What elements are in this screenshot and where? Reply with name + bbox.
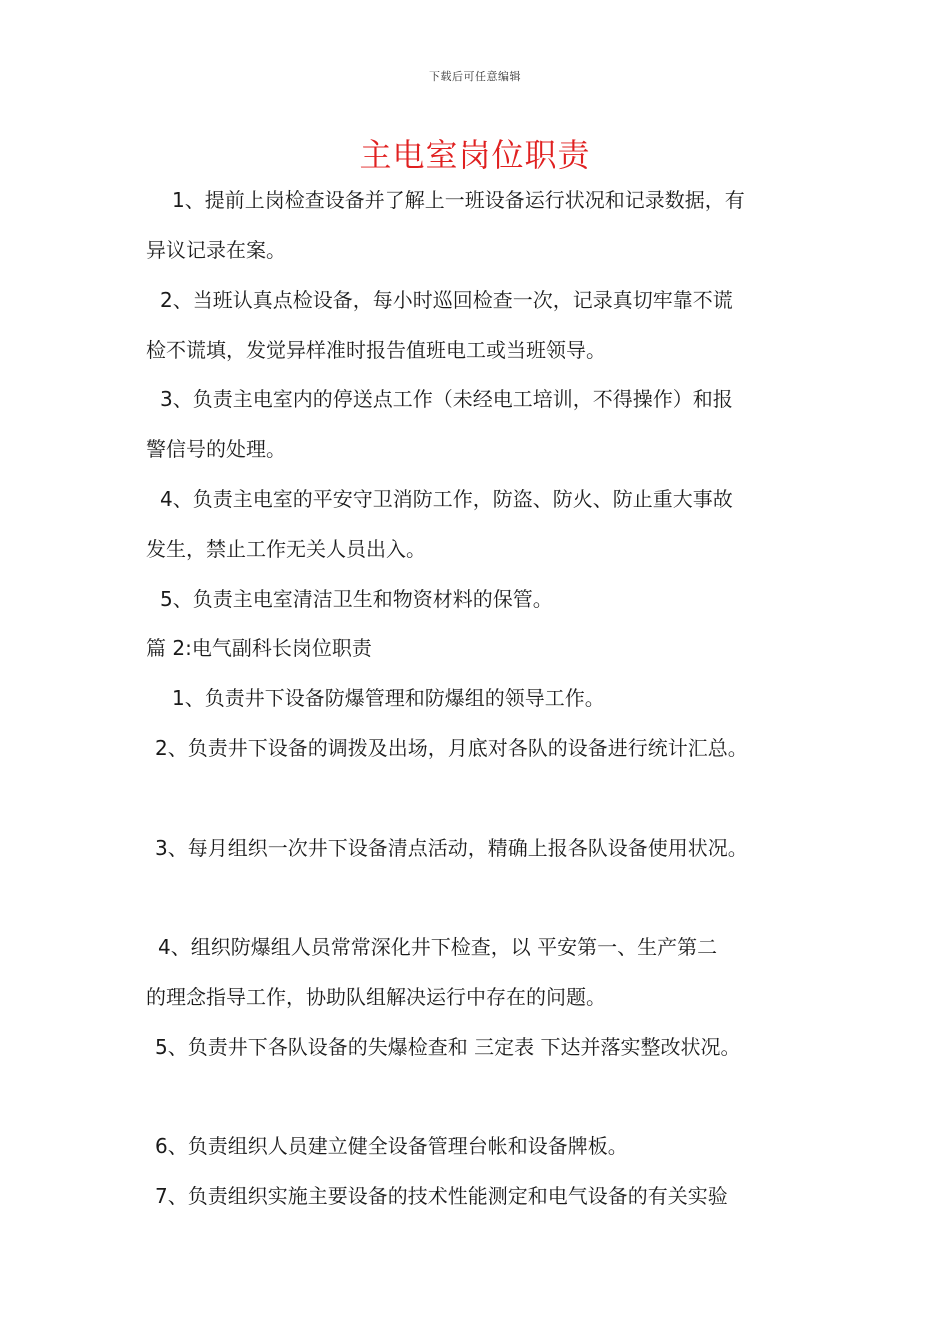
body-line: 发生，禁止工作无关人员出入。 — [146, 537, 426, 561]
body-line: 的理念指导工作，协助队组解决运行中存在的问题。 — [146, 985, 606, 1009]
body-line: 检不谎填，发觉异样准时报告值班电工或当班领导。 — [146, 338, 606, 362]
body-line: 4、组织防爆组人员常常深化井下检查，以 平安第一、生产第二 — [158, 935, 718, 959]
body-line: 2、当班认真点检设备，每小时巡回检查一次，记录真切牢靠不谎 — [160, 288, 733, 312]
body-line: 1、提前上岗检查设备并了解上一班设备运行状况和记录数据，有 — [172, 188, 745, 212]
body-line: 2、负责井下设备的调拨及出场，月底对各队的设备进行统计汇总。 — [155, 736, 748, 760]
body-line: 5、负责主电室清洁卫生和物资材料的保管。 — [160, 587, 553, 611]
body-line: 1、负责井下设备防爆管理和防爆组的领导工作。 — [172, 686, 605, 710]
body-line: 4、负责主电室的平安守卫消防工作，防盗、防火、防止重大事故 — [160, 487, 733, 511]
body-line: 3、负责主电室内的停送点工作（未经电工培训，不得操作）和报 — [160, 387, 733, 411]
section-heading: 篇 2:电气副科长岗位职责 — [146, 636, 372, 660]
body-line: 6、负责组织人员建立健全设备管理台帐和设备牌板。 — [155, 1134, 628, 1158]
body-line: 异议记录在案。 — [146, 238, 286, 262]
document-title: 主电室岗位职责 — [359, 136, 591, 174]
header-note: 下载后可任意编辑 — [429, 70, 521, 83]
body-line: 3、每月组织一次井下设备清点活动，精确上报各队设备使用状况。 — [155, 836, 748, 860]
body-line: 5、负责井下各队设备的失爆检查和 三定表 下达并落实整改状况。 — [155, 1035, 741, 1059]
body-line: 警信号的处理。 — [146, 437, 286, 461]
body-line: 7、负责组织实施主要设备的技术性能测定和电气设备的有关实验 — [155, 1184, 728, 1208]
